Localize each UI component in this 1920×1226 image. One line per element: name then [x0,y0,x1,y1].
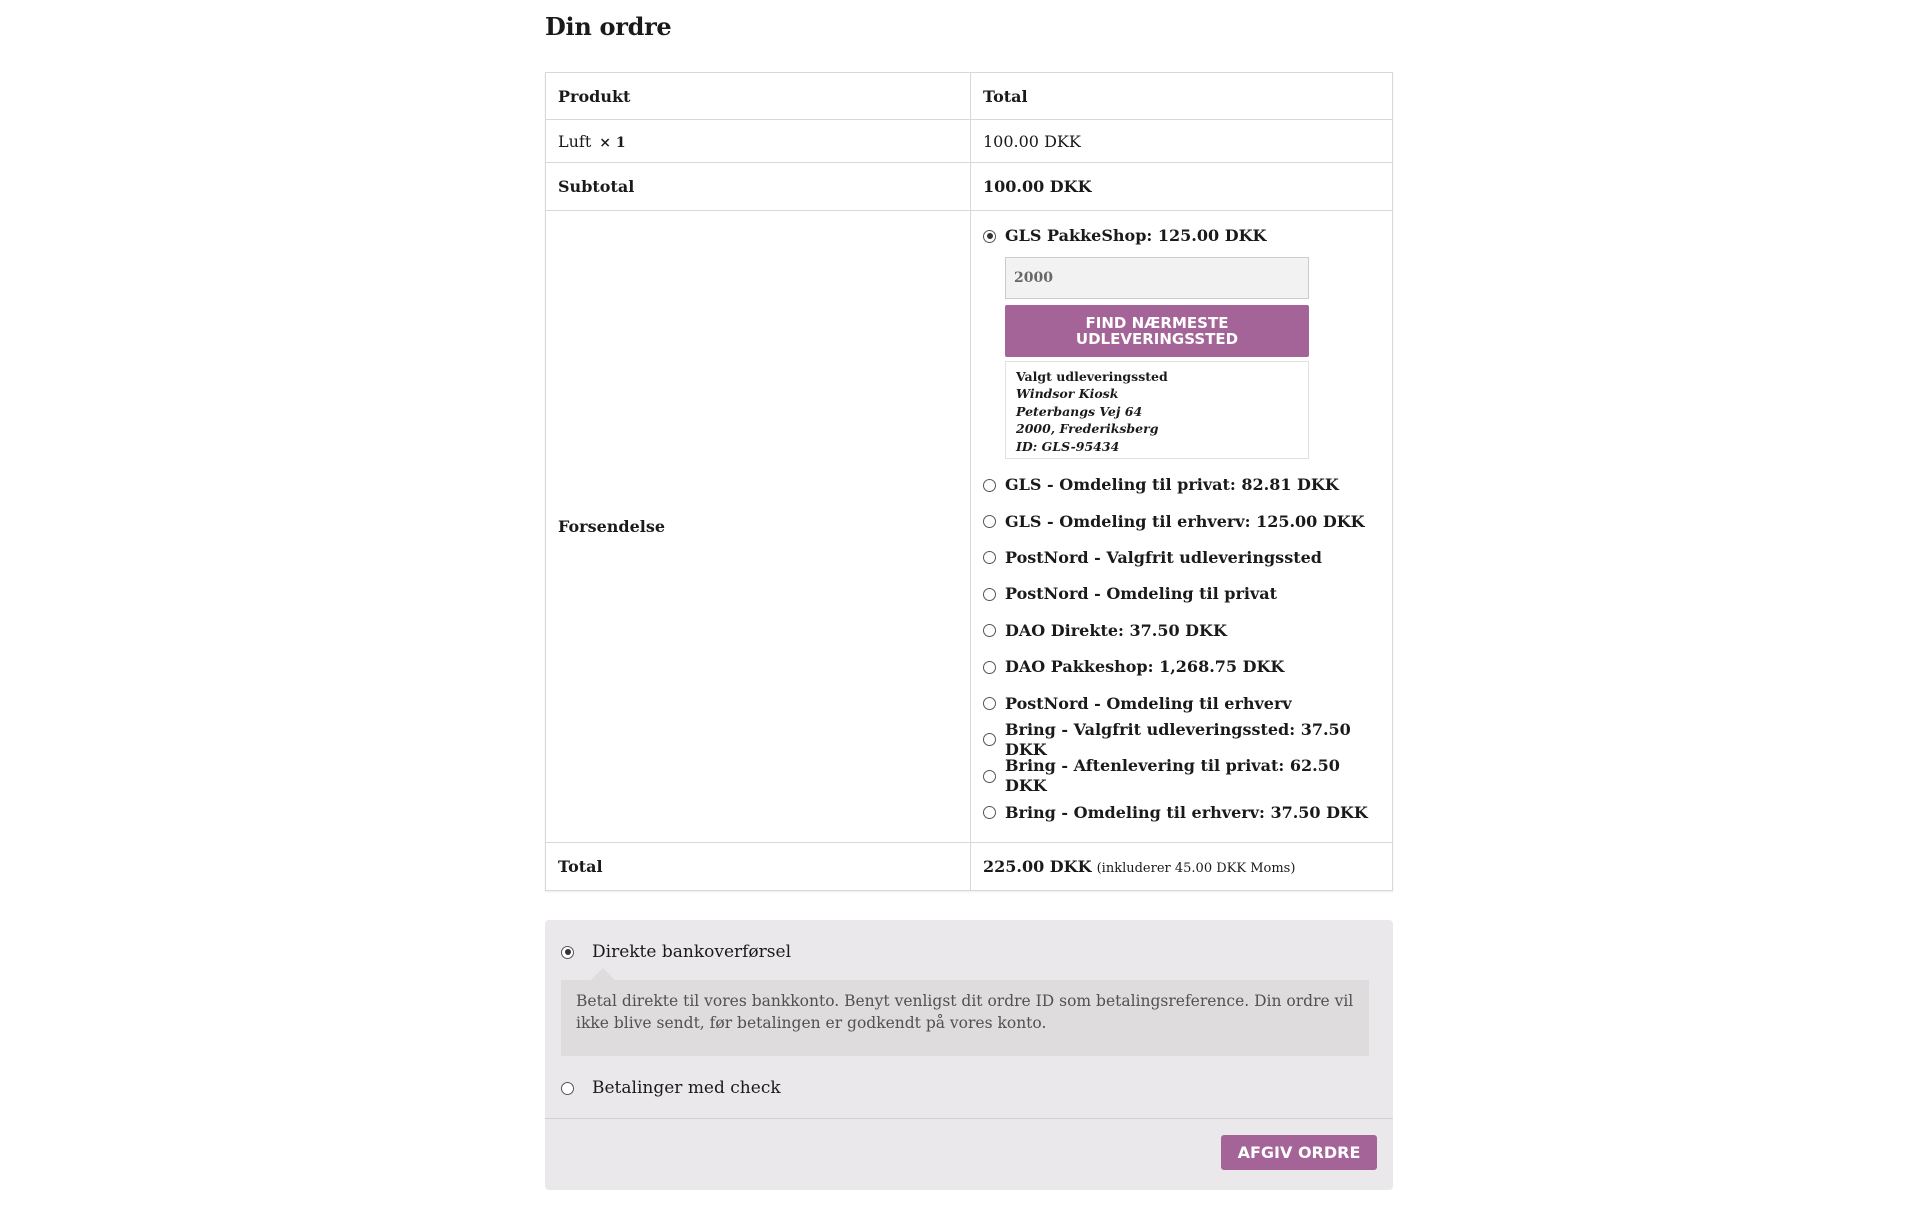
radio-icon[interactable] [983,551,996,564]
product-total: 100.00 DKK [971,120,1393,163]
radio-icon[interactable] [983,697,996,710]
shipping-row [546,211,1393,843]
order-total-value: 225.00 DKK [983,857,1092,876]
radio-icon[interactable] [983,770,996,783]
subtotal-row [546,163,1393,211]
shipping-methods [971,211,1393,843]
subtotal-value: 100.00 DKK [971,163,1393,211]
product-name: Luft [558,131,592,151]
shipping-option-label: GLS PakkeShop: 125.00 DKK [1005,226,1267,245]
shipping-option[interactable]: PostNord - Valgfrit udleveringssted [983,540,1380,576]
page-title: Din ordre [545,12,672,41]
radio-icon[interactable] [983,661,996,674]
shipping-option[interactable]: Bring - Valgfrit udleveringssted: 37.50 DKK [983,722,1380,758]
radio-icon[interactable] [983,733,996,746]
column-header-total: Total [971,73,1393,120]
radio-selected-icon[interactable] [561,946,574,959]
table-header-row [546,73,1393,120]
place-order-button[interactable]: AFGIV ORDRE [1221,1135,1377,1170]
order-table [545,72,1393,891]
radio-icon[interactable] [983,624,996,637]
pickup-city: 2000, Frederiksberg [1016,421,1159,437]
pickup-heading: Valgt udleveringssted [1016,369,1168,384]
shipping-label: Forsendelse [546,211,971,843]
subtotal-label: Subtotal [546,163,971,211]
divider [545,1118,1393,1119]
payment-section [545,920,1393,1190]
product-quantity: × 1 [599,134,626,151]
radio-icon[interactable] [983,588,996,601]
payment-option-label: Betalinger med check [592,1078,781,1098]
pickup-selector [1005,257,1309,459]
shipping-option[interactable]: Bring - Omdeling til erhverv: 37.50 DKK [983,795,1380,831]
pickup-street: Peterbangs Vej 64 [1016,403,1143,419]
payment-description: Betal direkte til vores bankkonto. Benyt venligst dit ordre ID som betalingsreference. Din ordre vil ikke blive sendt, før betalingen er godkendt på vores konto. [561,980,1369,1056]
shipping-option[interactable]: DAO Direkte: 37.50 DKK [983,613,1380,649]
shipping-option[interactable]: DAO Pakkeshop: 1,268.75 DKK [983,649,1380,685]
zip-input[interactable] [1005,257,1309,299]
shipping-option[interactable]: PostNord - Omdeling til privat [983,576,1380,612]
radio-icon[interactable] [561,1082,574,1095]
shipping-option[interactable]: Bring - Aftenlevering til privat: 62.50 DKK [983,758,1380,794]
payment-option-bank-transfer[interactable] [561,942,791,962]
pickup-id: ID: GLS-95434 [1016,438,1120,454]
shipping-option-gls-pakkeshop[interactable] [983,225,1380,459]
radio-icon[interactable] [983,515,996,528]
order-tax-note: (inkluderer 45.00 DKK Moms) [1096,861,1296,876]
radio-icon[interactable] [983,806,996,819]
order-total-row [546,843,1393,891]
order-total-label: Total [546,843,971,891]
payment-option-label: Direkte bankoverførsel [592,942,792,962]
shipping-option[interactable]: PostNord - Omdeling til erhverv [983,685,1380,721]
radio-icon[interactable] [983,479,996,492]
shipping-option[interactable]: GLS - Omdeling til erhverv: 125.00 DKK [983,503,1380,539]
product-cell [546,120,971,163]
pickup-name: Windsor Kiosk [1016,386,1119,402]
selected-pickup-point [1005,361,1309,459]
shipping-option[interactable]: GLS - Omdeling til privat: 82.81 DKK [983,467,1380,503]
column-header-product: Produkt [546,73,971,120]
table-row [546,120,1393,163]
order-total-cell [971,843,1393,891]
find-pickup-point-button[interactable]: FIND NÆRMESTE UDLEVERINGSSTED [1005,305,1309,357]
radio-selected-icon[interactable] [983,230,996,243]
payment-option-check[interactable] [561,1078,781,1098]
